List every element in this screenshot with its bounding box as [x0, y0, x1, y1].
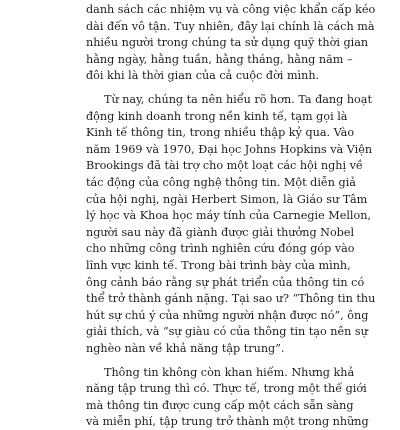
text-line: hút sự chú ý của những người nhận được nó”, ông	[86, 308, 369, 322]
text-line: cho những công trình nghiên cứu đóng góp vào	[86, 242, 355, 256]
text-line: đôi khi là thời gian của cả cuộc đời mình.	[86, 69, 320, 83]
text-line: năm 1969 và 1970, Đại học Johns Hopkins và Viện	[86, 142, 373, 156]
text-line: nghèo nàn về khả năng tập trung”.	[86, 342, 285, 355]
text-line: năng tập trung thì có. Thực tế, trong một thế giới	[86, 382, 367, 396]
text-line: của hội nghị, ngài Herbert Simon, là Giáo sư Tâm	[86, 192, 368, 206]
text-line: lĩnh vực kinh tế. Trong bài trình bày của mình,	[86, 259, 351, 272]
text-line: nhiều người trong chúng ta sử dụng quỹ thời gian	[86, 36, 369, 50]
text-line: thể trở thành gánh nặng. Tại sao ư? “Thông tin thu	[86, 292, 376, 306]
text-line: Kinh tế thông tin, trong nhiều thập kỷ qua. Vào	[86, 126, 355, 140]
text-line: giải thích, và “sự giàu có của thông tin tạo nên sự	[86, 325, 368, 339]
text-line: lý học và Khoa học máy tính của Carnegie Mellon,	[86, 209, 371, 223]
text-line: động kinh doanh trong nền kinh tế, tạm gọi là	[86, 109, 348, 123]
text-line: người sau này đã giành được giải thưởng Nobel	[86, 225, 355, 239]
text-line: Thông tin không còn khan hiếm. Nhưng khả	[104, 365, 355, 379]
text-line: mà thông tin được cung cấp một cách sẵn sàng	[86, 398, 354, 412]
text-line: Từ nay, chúng ta nên hiểu rõ hơn. Ta đang hoạt	[104, 93, 372, 106]
text-line: hằng ngày, hằng tuần, hằng tháng, hằng năm –	[86, 52, 353, 66]
text-line: dài đến vô tận. Tuy nhiên, đây lại chính là cách mà	[86, 19, 375, 33]
text-line: và miễn phí, tập trung trở thành một trong những	[86, 415, 369, 429]
text-line: Brookings đã tài trợ cho một loạt các hội nghị về	[86, 159, 363, 173]
text-line: ông cảnh báo rằng sự phát triển của thông tin có	[86, 275, 365, 289]
text-line: tác động của công nghệ thông tin. Một diễn giả	[86, 176, 356, 189]
text-line: danh sách các nhiệm vụ và công việc khẩn cấp kéo	[86, 3, 376, 16]
